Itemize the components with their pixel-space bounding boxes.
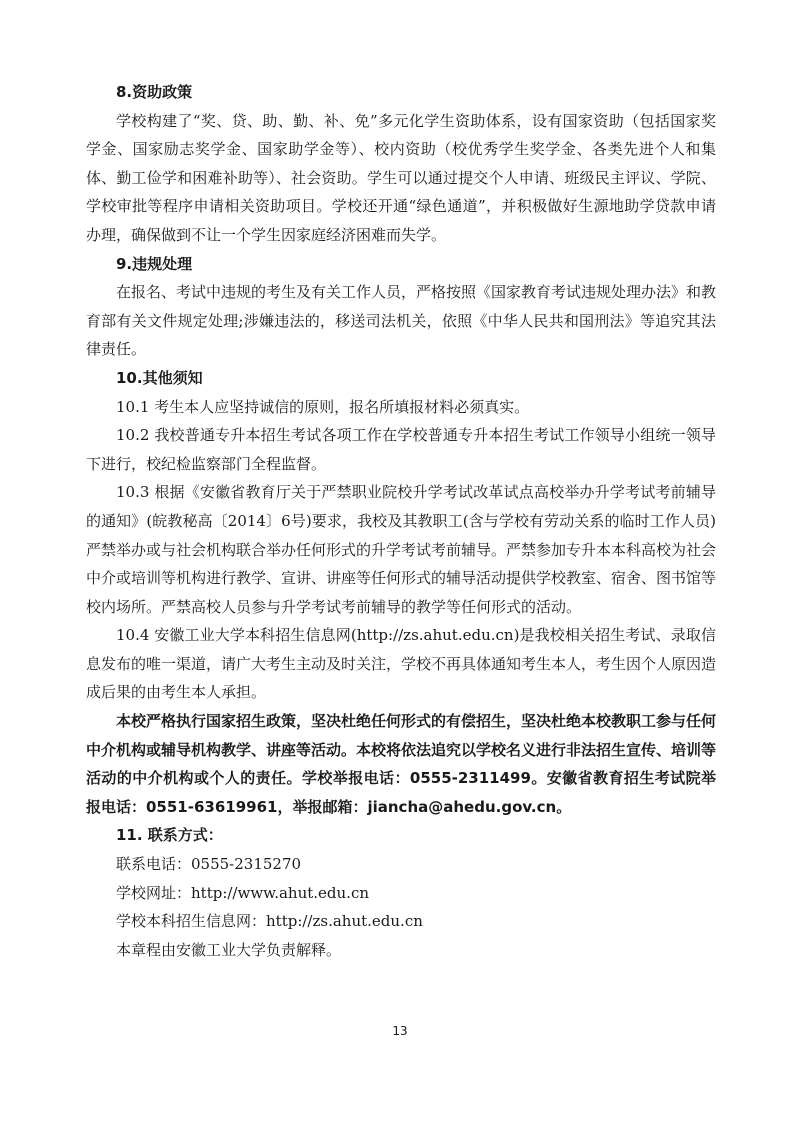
contact-phone: 联系电话：0555-2315270 (116, 855, 302, 874)
contact-website: 学校网址：http://www.ahut.edu.cn (116, 883, 370, 902)
section-9-heading: 9.违规处理 (116, 254, 193, 273)
document-body (86, 78, 716, 964)
closing-statement: 本章程由安徽工业大学负责解释。 (116, 940, 342, 959)
section-8-paragraph: 学校构建了“奖、贷、助、勤、补、免”多元化学生资助体系，设有国家资助（包括国家奖学金、国家励志奖学金、国家助学金等）、校内资助（校优秀学生奖学金、各类先进个人和集体、勤工俭学和困难补助等）、社会资助。学生可以通过提交个人申请、班级民主评议、学院、学校审批等程序申请相关资助项目。学校还开通“绿色通道”，并积极做好生源地助学贷款申请办理，确保做到不让一个学生因家庭经济困难而失学。 (86, 111, 716, 244)
report-notice: 本校严格执行国家招生政策，坚决杜绝任何形式的有偿招生，坚决杜绝本校教职工参与任何中介机构或辅导机构教学、讲座等活动。本校将依法追究以学校名义进行非法招生宣传、培训等活动的中介机构或个人的责任。学校举报电话：0555-2311499。安徽省教育招生考试院举报电话：0551-63619961，举报邮箱：jiancha@ahedu.gov.cn。 (86, 712, 717, 816)
section-9-paragraph: 在报名、考试中违规的考生及有关工作人员，严格按照《国家教育考试违规处理办法》和教育部有关文件规定处理;涉嫌违法的，移送司法机关，依照《中华人民共和国刑法》等追究其法律责任。 (86, 283, 717, 359)
section-10-3: 10.3 根据《安徽省教育厅关于严禁职业院校升学考试改革试点高校举办升学考试考前辅导的通知》(皖教秘高〔2014〕6号)要求，我校及其教职工(含与学校有劳动关系的临时工作人员)严禁举办或与社会机构联合举办任何形式的升学考试考前辅导。严禁参加专升本本科高校为社会中介或培训等机构进行教学、宣讲、讲座等任何形式的辅导活动提供学校教室、宿舍、图书馆等校内场所。严禁高校人员参与升学考试考前辅导的教学等任何形式的活动。 (86, 483, 717, 616)
contact-admission-website: 学校本科招生信息网：http://zs.ahut.edu.cn (116, 912, 423, 931)
section-8-heading: 8.资助政策 (116, 83, 193, 101)
section-10-2: 10.2 我校普通专升本招生考试各项工作在学校普通专升本招生考试工作领导小组统一领导下进行，校纪检监察部门全程监督。 (86, 426, 716, 473)
section-11-heading: 11. 联系方式： (116, 826, 223, 845)
section-10-4: 10.4 安徽工业大学本科招生信息网(http://zs.ahut.edu.cn)是我校相关招生考试、录取信息发布的唯一渠道，请广大考生主动及时关注，学校不再具体通知考生本人，考生因个人原因造成后果的由考生本人承担。 (86, 626, 717, 702)
section-10-1: 10.1 考生本人应坚持诚信的原则，报名所填报材料必须真实。 (116, 397, 530, 416)
section-10-heading: 10.其他须知 (116, 368, 203, 387)
page-number: 13 (392, 1024, 408, 1038)
